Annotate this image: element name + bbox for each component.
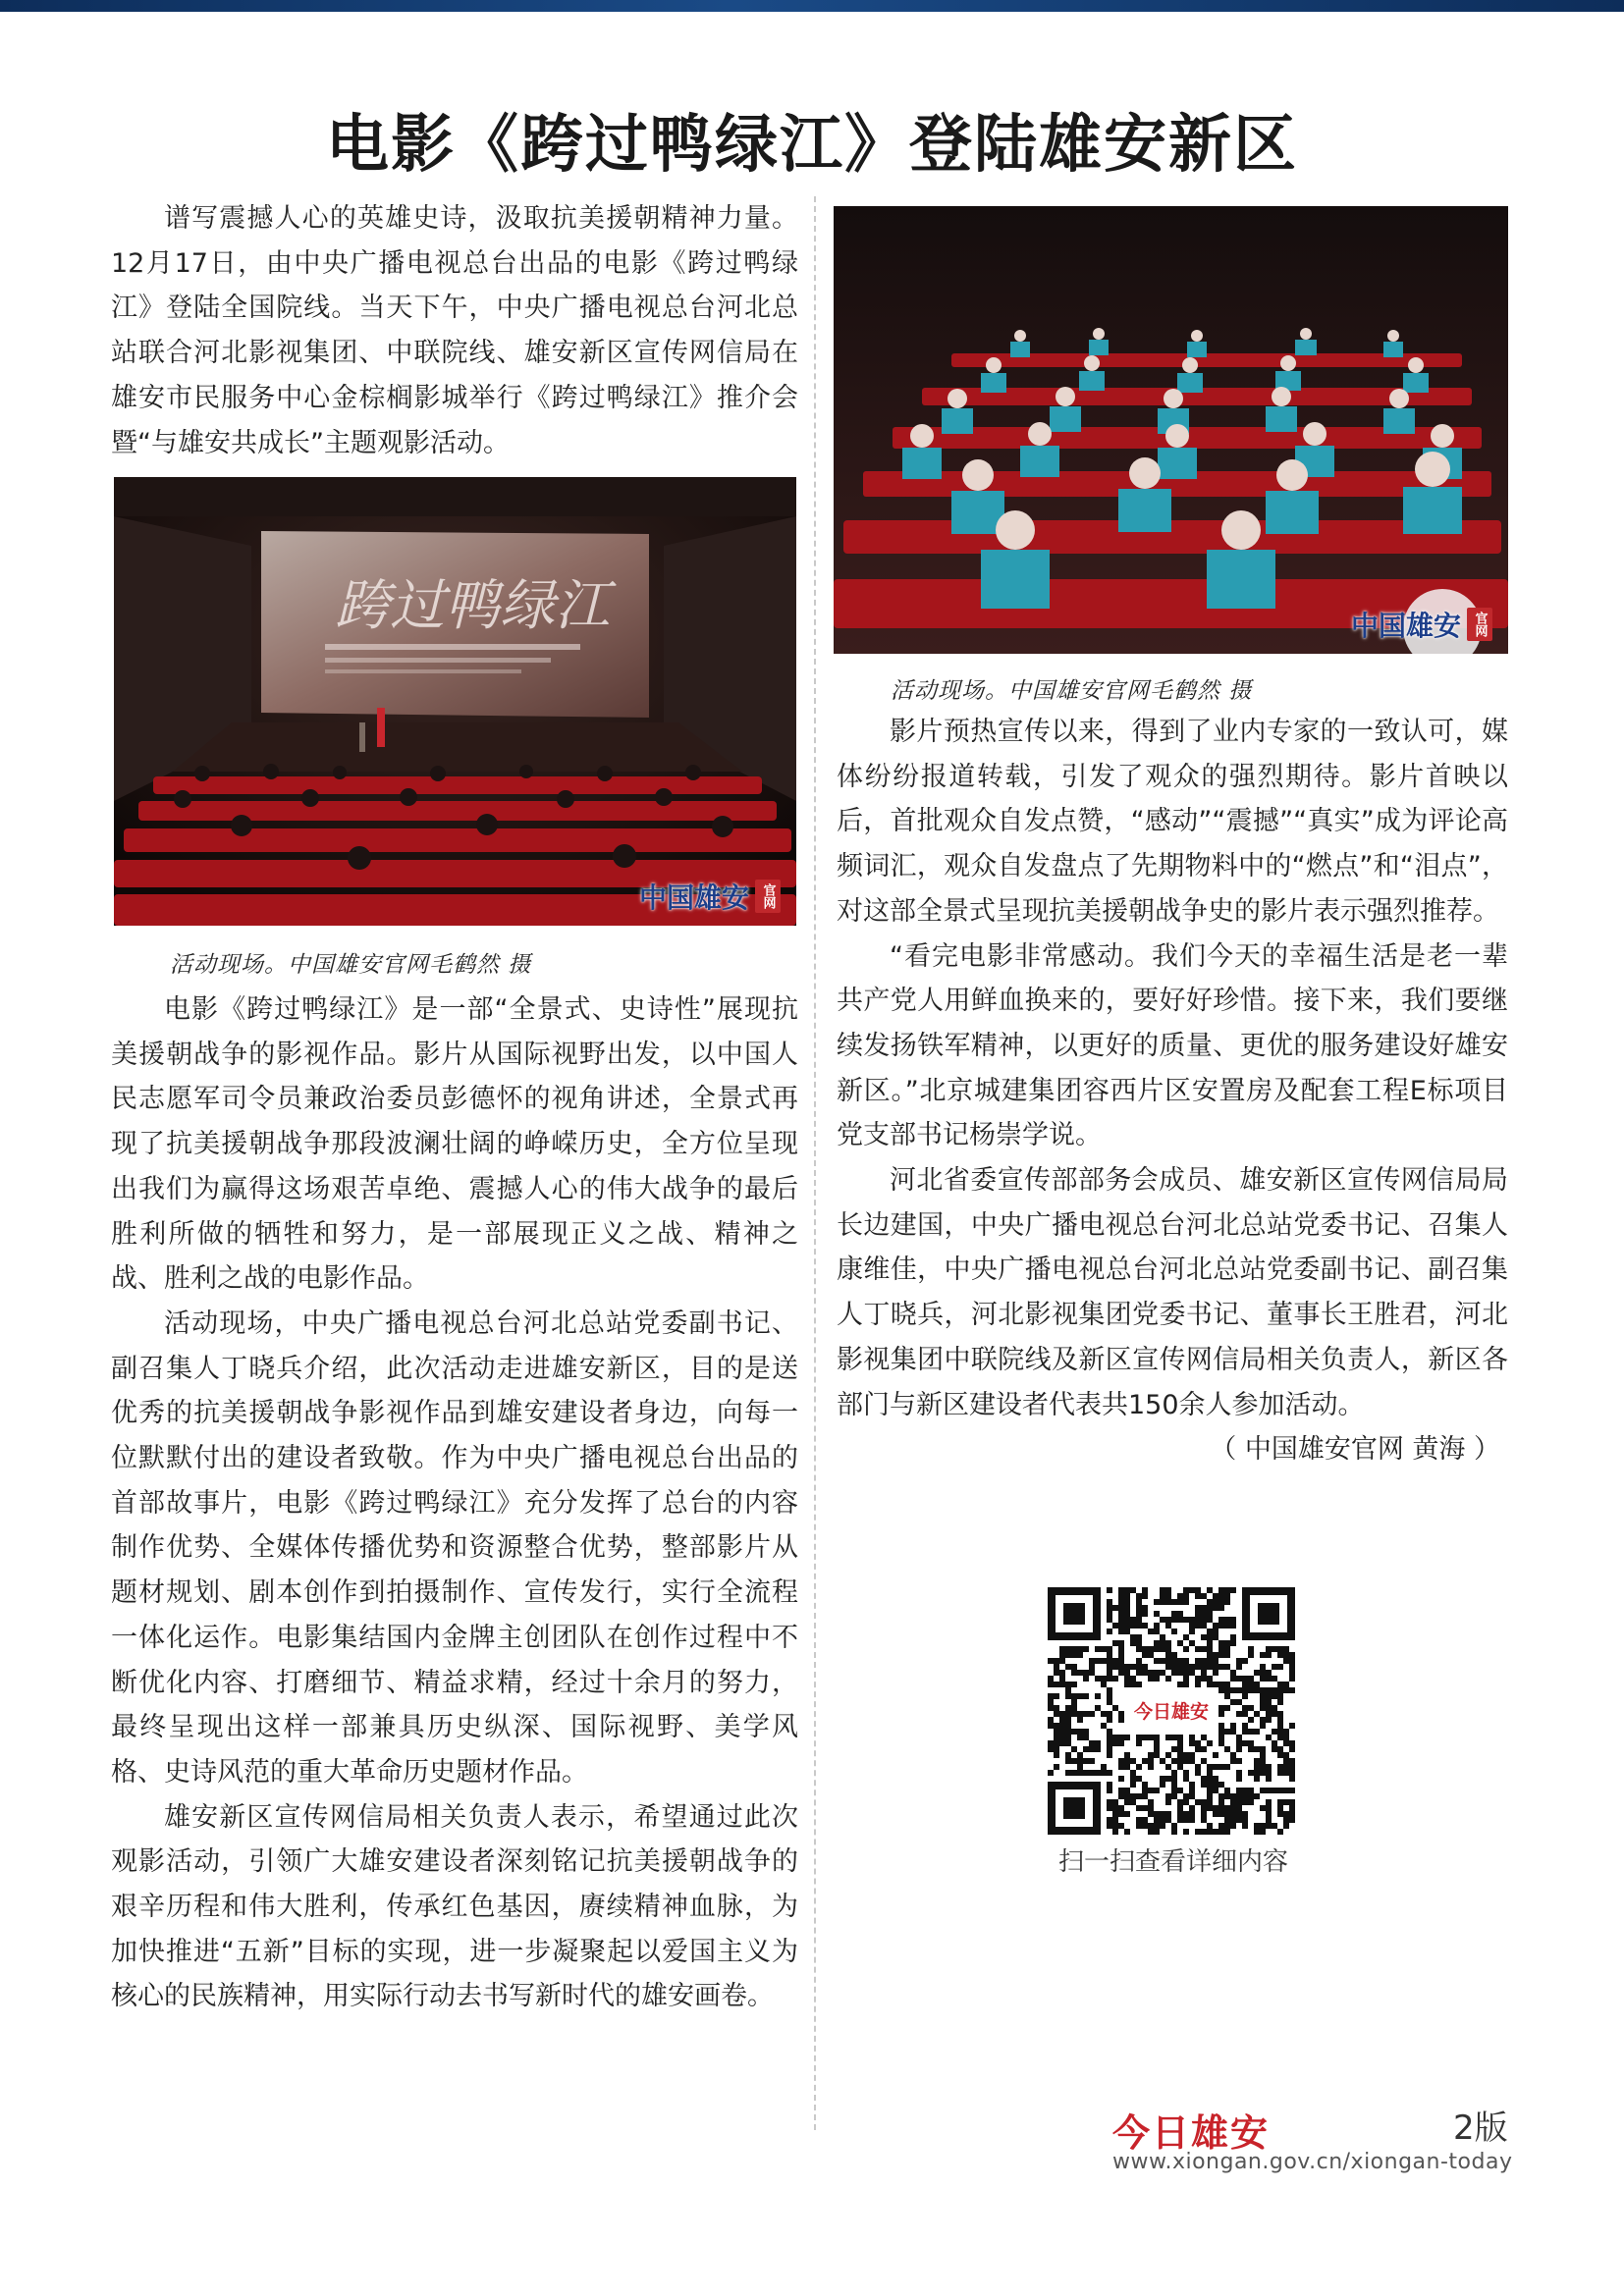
watermark-logo: 中国雄安 官网 <box>1351 605 1492 644</box>
qr-finder-bottom-left <box>1048 1782 1101 1835</box>
paragraph: 影片预热宣传以来，得到了业内专家的一致认可，媒体纷纷报道转载，引发了观众的强烈期待。影片首映以后，首批观众自发点赞，“感动”“震撼”“真实”成为评论高频词汇，观众自发盘点了先期物料中的“燃点”和“泪点”，对这部全景式呈现抗美援朝战争史的影片表示强烈推荐。 <box>837 717 1508 927</box>
photo2-caption: 活动现场。中国雄安官网毛鹤然 摄 <box>891 678 1253 704</box>
byline: （ 中国雄安官网 黄海 ） <box>1210 1434 1500 1466</box>
paragraph: 河北省委宣传部部务会成员、雄安新区宣传网信局局长边建国，中央广播电视总台河北总站党委书记、召集人康维佳，中央广播电视总台河北总站党委副书记、副召集人丁晓兵，河北影视集团党委书记、董事长王胜君，河北影视集团中联院线及新区宣传网信局相关负责人，新区各部门与新区建设者代表共150余人参加活动。 <box>837 1165 1508 1420</box>
paragraph: 电影《跨过鸭绿江》是一部“全景式、史诗性”展现抗美援朝战争的影视作品。影片从国际视野出发，以中国人民志愿军司令员兼政治委员彭德怀的视角讲述，全景式再现了抗美援朝战争那段波澜壮阔的峥嵘历史，全方位呈现出我们为赢得这场艰苦卓绝、震撼人心的伟大战争的最后胜利所做的牺牲和努力，是一部展现正义之战、精神之战、胜利之战的电影作品。 <box>111 994 798 1295</box>
paragraph: 雄安新区宣传网信局相关负责人表示，希望通过此次观影活动，引领广大雄安建设者深刻铭记抗美援朝战争的艰辛历程和伟大胜利，传承红色基因，赓续精神血脉，为加快推进“五新”目标的实现，进一步凝聚起以爱国主义为核心的民族精神，用实际行动去书写新时代的雄安画卷。 <box>111 1801 798 2012</box>
column-divider <box>814 196 816 2130</box>
photo-cinema-screen <box>114 477 796 926</box>
left-column-top <box>111 196 798 465</box>
qr-code[interactable] <box>1048 1587 1295 1835</box>
page-number: 2版 <box>1453 2109 1508 2148</box>
footer-url[interactable]: www.xiongan.gov.cn/xiongan-today <box>1112 2150 1513 2174</box>
paragraph: “看完电影非常感动。我们今天的幸福生活是老一辈共产党人用鲜血换来的，要好好珍惜。接下来，我们要继续发扬铁军精神，以更好的质量、更优的服务建设好雄安新区。”北京城建集团容西片区安置房及配套工程E标项目党支部书记杨崇学说。 <box>837 940 1508 1151</box>
qr-finder-top-left <box>1048 1587 1101 1640</box>
right-column <box>837 710 1508 1472</box>
paragraph: 活动现场，中央广播电视总台河北总站党委副书记、副召集人丁晓兵介绍，此次活动走进雄安新区，目的是送优秀的抗美援朝战争影视作品到雄安建设者身边，向每一位默默付出的建设者致敬。作为中央广播电视总台出品的首部故事片，电影《跨过鸭绿江》充分发挥了总台的内容制作优势、全媒体传播优势和资源整合优势，整部影片从题材规划、剧本创作到拍摄制作、宣传发行，实行全流程一体化运作。电影集结国内金牌主创团队在创作过程中不断优化内容、打磨细节、精益求精，经过十余月的努力，最终呈现出这样一部兼具历史纵深、国际视野、美学风格、史诗风范的重大革命历史题材作品。 <box>111 1308 798 1788</box>
footer-brand: 今日雄安 <box>1112 2110 1271 2155</box>
qr-finder-top-right <box>1242 1587 1295 1640</box>
screen-title <box>335 574 617 638</box>
paragraph: 谱写震撼人心的英雄史诗，汲取抗美援朝精神力量。12月17日，由中央广播电视总台出品的电影《跨过鸭绿江》登陆全国院线。当天下午，中央广播电视总台河北总站联合河北影视集团、中联院线、雄安新区宣传网信局在雄安市民服务中心金棕榈影城举行《跨过鸭绿江》推介会暨“与雄安共成长”主题观影活动。 <box>111 203 798 458</box>
qr-center-logo: 今日雄安 <box>1133 1701 1210 1723</box>
photo-audience <box>834 206 1508 654</box>
photo1-caption: 活动现场。中国雄安官网毛鹤然 摄 <box>170 952 532 978</box>
qr-caption: 扫一扫查看详细内容 <box>1057 1847 1288 1877</box>
top-color-bar <box>0 0 1624 12</box>
svg-text:跨过鸭绿江: 跨过鸭绿江 <box>335 574 610 638</box>
watermark-logo: 中国雄安 官网 <box>639 877 781 916</box>
left-column-bottom <box>111 988 798 2019</box>
article-title: 电影《跨过鸭绿江》登陆雄安新区 <box>326 108 1298 182</box>
